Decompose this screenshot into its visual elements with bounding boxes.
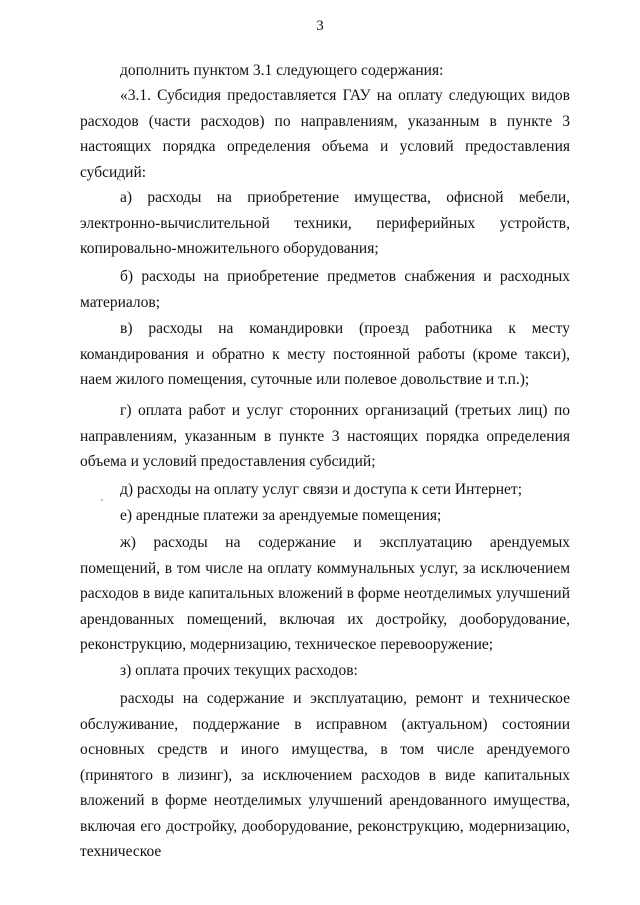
paragraph-intro: дополнить пунктом 3.1 следующего содержания: bbox=[120, 62, 444, 79]
scan-mark: ˋ bbox=[118, 178, 122, 190]
paragraph-item-zh: ж) расходы на содержание и эксплуатацию арендуемых помещений, в том числе на оплату коммунальных услуг, за исключением расходов в виде капитальных вложений в форме неотделимых улучшений арендованных помещений, включая их достройку, дооборудование, реконструкцию, модернизацию, техническое перевооружение; bbox=[80, 534, 570, 653]
paragraph-item-a: а) расходы на приобретение имущества, офисной мебели, электронно-вычислительной техники, периферийных устройств, копировально-множительного оборудования; bbox=[80, 189, 570, 257]
paragraph-item-b: б) расходы на приобретение предметов снабжения и расходных материалов; bbox=[80, 268, 570, 311]
paragraph-item-e: е) арендные платежи за арендуемые помещения; bbox=[120, 507, 442, 524]
paragraph-item-v: в) расходы на командировки (проезд работника к месту командирования и обратно к месту постоянной работы (кроме такси), наем жилого помещения, суточные или полевое довольствие и т.п.); bbox=[80, 320, 570, 388]
paragraph-other-expenses: расходы на содержание и эксплуатацию, ремонт и техническое обслуживание, поддержание в исправном (актуальном) состоянии основных средств и иного имущества, в том числе арендуемого (принятого в лизинг), за исключением расходов в виде капитальных вложений в форме неотделимых улучшений арендованного имущества, включая его достройку, дооборудование, реконструкцию, модернизацию, техническое bbox=[80, 690, 570, 860]
paragraph-item-z: з) оплата прочих текущих расходов: bbox=[120, 662, 358, 679]
paragraph-item-d: д) расходы на оплату услуг связи и доступа к сети Интернет; bbox=[120, 481, 523, 498]
paragraph-item-g: г) оплата работ и услуг сторонних организаций (третьих лиц) по направлениям, указанным в пункте 3 настоящих порядка определения объема и условий предоставления субсидий; bbox=[80, 402, 570, 470]
scan-mark: ˋ bbox=[100, 498, 104, 510]
paragraph-3-1: «3.1. Субсидия предоставляется ГАУ на оплату следующих видов расходов (части расходов) по направлениям, указанным в пункте 3 настоящих порядка определения объема и условий предоставления субсидий: bbox=[80, 87, 570, 181]
page-number: 3 bbox=[316, 18, 324, 34]
